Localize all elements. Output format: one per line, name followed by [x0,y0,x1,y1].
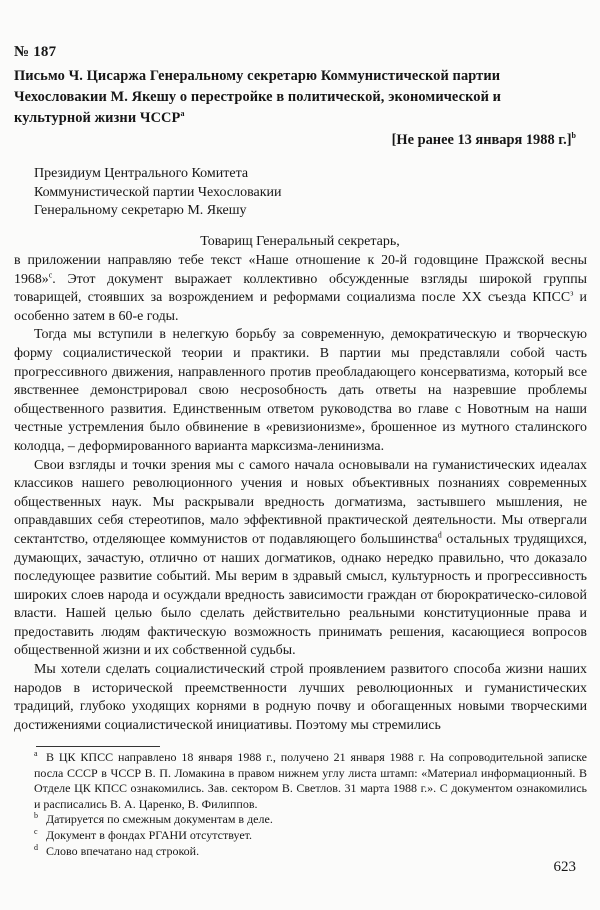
paragraph-4: Мы хотели сделать социалистический строй проявлением развитого способа жизни наших народов в исторической преемственности лучших революционных и гуманистических традиций, глубоко уходящих корнями в родную почву и обогащенных новыми творческими достижениями социалистической инициативы. Поэтому мы стремились [14,662,587,733]
paragraph-2: Тогда мы вступили в нелегкую борьбу за современную, демократическую и творческую форму социалистической теории и практики. В партии мы представляли собой часть прогрессивного движения, направленного против преобладающего консерватизма, который все явственнее демонстрировал свою несposобность дать ответы на назревшие проблемы общественного развития. Единственным ответом руководства во главе с Новотным на наши честные устремления было обвинение в «ревизионизме», брошенное из мутного сталинского колодца, – деформированного варианта марксизма-ленинизма. [14,327,587,454]
footnote: d Слово впечатано над строкой. [34,842,200,858]
paragraph-1: в приложении направляю тебе текст «Наше отношение к 20-й годовщине Пражской весны 1968»$^c$. Этот документ выражает коллективно обсужденные взгляды широкой группы товарищей, стоявших за возрождением и реформами социализма после XX съезда $КПСС^з$ и особенно затем в 60-е годы. [14,253,587,324]
footnotes [34,750,587,859]
letter-body [14,252,587,735]
footnote: b Датируется по смежным документам в деле. [34,811,273,827]
addressee-line: Президиум Центрального Комитета [34,166,249,181]
paragraph-3: Свои взгляды и точки зрения мы с самого начала основывали на гуманистических идеалах классиков нашего революционного учения и новых объективных познаниях современных общественных наук. Мы раскрывали вредность догматизма, застывшего мышления, не оправдавших себя стереотипов, мало эффективной практической деятельности. Мы отвергали сектантство, отделяющее коммунистов от подавляющего большинства$^d$ остальных трудящихся, думающих, зачастую, отлично от наших догматиков, однако нередко правильно, что доказало последующее развитие событий. Мы верим в здравый смысл, культурность и прогрессивность широких слоев народа и осуждали вредность зависимости граждан от бюрократическо-силовой власти. Нашей целью было сделать действительно реальными конституционные права и предоставить людям фактическую возможность принимать решения, касающиеся вопросов общественной жизни и их собственной судьбы. [14,457,588,659]
footnote-ref-b: b [571,131,576,141]
addressee-line: Генеральному секретарю М. Якешу [34,203,247,218]
greeting: Товарищ Генеральный секретарь, [200,234,400,249]
footnote: c Документ в фондах РГАНИ отсутствует. [34,826,252,842]
footnote-ref-c: c [48,269,53,279]
footnote-ref-3: з [570,288,574,298]
footnote: a В ЦК КПСС направлено 18 января 1988 г., получено 21 января 1988 г. На сопроводительной записке посла СССР в ЧССР В. П. Ломакина в правом нижнем углу листа штамп: «Материал информационный. В Отделе ЦК КПСС ознакомились. Зав. сектором В. Светлов. 31 марта 1988 г.». С документом ознакомились и расписались В. А. Царенко, В. Филиппов. [34,749,587,811]
footnote-ref-d: d [437,530,442,540]
addressee-line: Коммунистической партии Чехословакии [34,184,282,200]
document-title: Письмо Ч. Цисаржа Генеральному секретарю Коммунистической партии Чехословакии М. Якешу о перестройке в политической, экономической и культурной жизни ЧССР$^a$ [14,68,502,126]
page-number: 623 [553,859,576,875]
document-date: [Не ранее 13 января 1988 г.]$^b$ [391,131,576,148]
footnote-divider [36,746,160,747]
document-number: № 187 [14,44,57,60]
addressee-block [34,165,282,221]
footnote-ref-a: a [180,109,185,119]
